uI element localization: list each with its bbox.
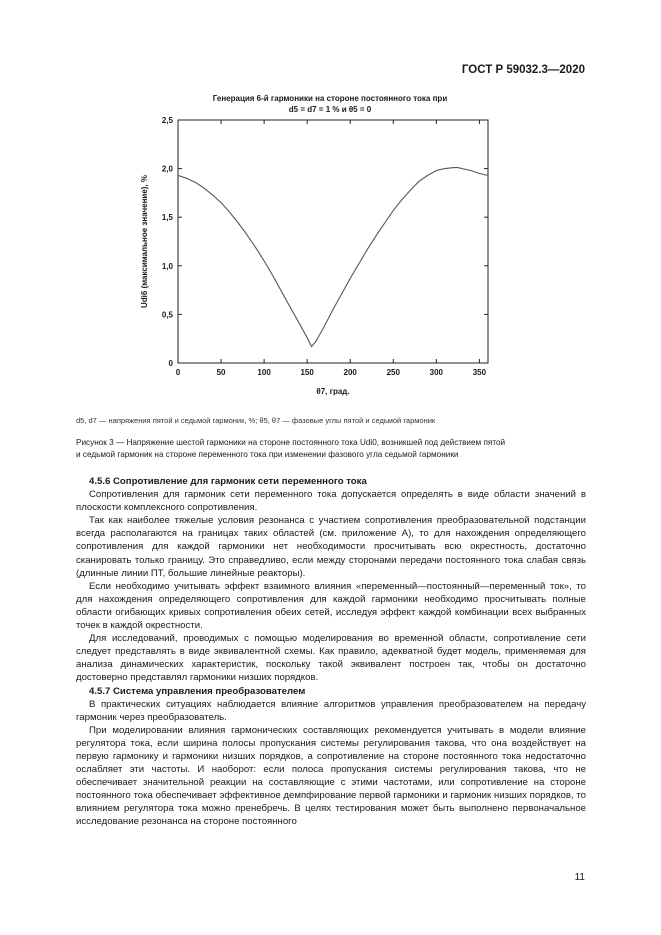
section-heading-4-5-6: 4.5.6 Сопротивление для гармоник сети переменного тока	[89, 476, 367, 487]
x-tick-label: 150	[300, 368, 314, 377]
figure-legend-note: d5, d7 — напряжения пятой и седьмой гармоник, %; θ5, θ7 — фазовые углы пятой и седьмой гармоник	[76, 416, 436, 425]
y-tick-label: 1,0	[161, 261, 173, 271]
x-tick-label: 250	[386, 368, 400, 377]
chart-title-line-1: Генерация 6-й гармоники на стороне постоянного тока при	[212, 94, 448, 103]
paragraph: Сопротивления для гармоник сети переменного тока допускается определять в виде области значений в плоскости комплексного сопротивления.	[76, 489, 586, 514]
document-id: ГОСТ Р 59032.3—2020	[461, 64, 585, 76]
paragraph: Для исследований, проводимых с помощью моделирования во временной области, сопротивление сети следует представлять в виде эквивалентной схемы. Как правило, адекватной будет модель, применяемая для анализа динамических характеристик, поскольку такой эквивалент построен так, чтобы он достаточно достоверно представлял гармоники низших порядков.	[76, 633, 586, 684]
paragraph: Если необходимо учитывать эффект взаимного влияния «переменный—постоянный—переменный ток», то для нахождения определяющего сопротивления для каждой гармоники необходимо просчитывать полные области огибающих кривых сопротивления обеих сетей, исследуя эффект каждой комбинации всех выбранных точек в каждой окрестности.	[76, 580, 586, 632]
y-tick-label: 2,5	[161, 116, 173, 125]
y-tick-label: 2,0	[161, 164, 173, 174]
plot-frame	[178, 120, 488, 363]
x-axis-label: θ7, град.	[316, 387, 350, 396]
y-axis-label: Udi6 (максимальное значение), %	[140, 175, 149, 308]
x-tick-label: 200	[343, 368, 357, 377]
paragraph: Так как наиболее тяжелые условия резонанса с участием сопротивления преобразовательной подстанции всегда располагаются на границах таких областей (см. приложение А), то для нахождения определяющего сопротивления для каждой гармоники нет необходимости просчитывать всю окрестность, достаточно сканировать только границу. Это справедливо, если между сторонами передачи постоянного тока слабая связь (длинные линии ПТ, большие линейные реакторы).	[76, 515, 586, 579]
x-tick-label: 350	[472, 368, 487, 377]
x-tick-label: 100	[257, 368, 271, 377]
paragraph: В практических ситуациях наблюдается влияние алгоритмов управления преобразователем на передачу гармоник через преобразователь.	[76, 698, 586, 723]
body-text	[76, 475, 586, 829]
figure-3	[0, 0, 661, 459]
paragraph: При моделировании влияния гармонических составляющих рекомендуется учитывать в модели влияние регулятора тока, если ширина полосы пропускания системы регулирования такова, что она воздействует на первую гармонику и гармоники низших порядков, а сопротивление на стороне постоянного тока недостаточно ослабляет эти частоты. И наоборот: если полоса пропускания системы регулирования такова, что не обеспечивает значительной реакции на составляющие с этими частотами, или сопротивление на стороне постоянного тока обеспечивает эффективное демпфирование первой гармоники и гармоник низших порядков, то влиянием регулятора тока можно пренебречь. В целях тестирования может быть выполнено первоначальное исследование резонанса на стороне постоянного	[76, 724, 586, 828]
figure-caption	[76, 437, 588, 461]
y-tick-label: 0,5	[161, 310, 173, 320]
x-tick-label: 300	[429, 368, 444, 377]
section-heading-4-5-7: 4.5.7 Система управления преобразователем	[89, 685, 306, 697]
series-line	[178, 168, 488, 347]
page-number: 11	[574, 872, 585, 883]
x-tick-label: 0	[175, 368, 181, 377]
y-tick-label: 1,5	[161, 213, 173, 223]
y-tick-label: 0	[168, 359, 173, 368]
figure-caption-line-1: Рисунок 3 — Напряжение шестой гармоники на стороне постоянного тока Udi0, возникшей под действием пятой	[76, 438, 506, 447]
chart-title-line-2: d5 = d7 = 1 % и θ5 = 0	[288, 105, 372, 114]
line-chart	[0, 0, 661, 420]
figure-caption-line-2: и седьмой гармоник на стороне переменного тока при изменении фазового угла седьмой гармоники	[76, 450, 459, 459]
x-tick-label: 50	[216, 368, 226, 377]
